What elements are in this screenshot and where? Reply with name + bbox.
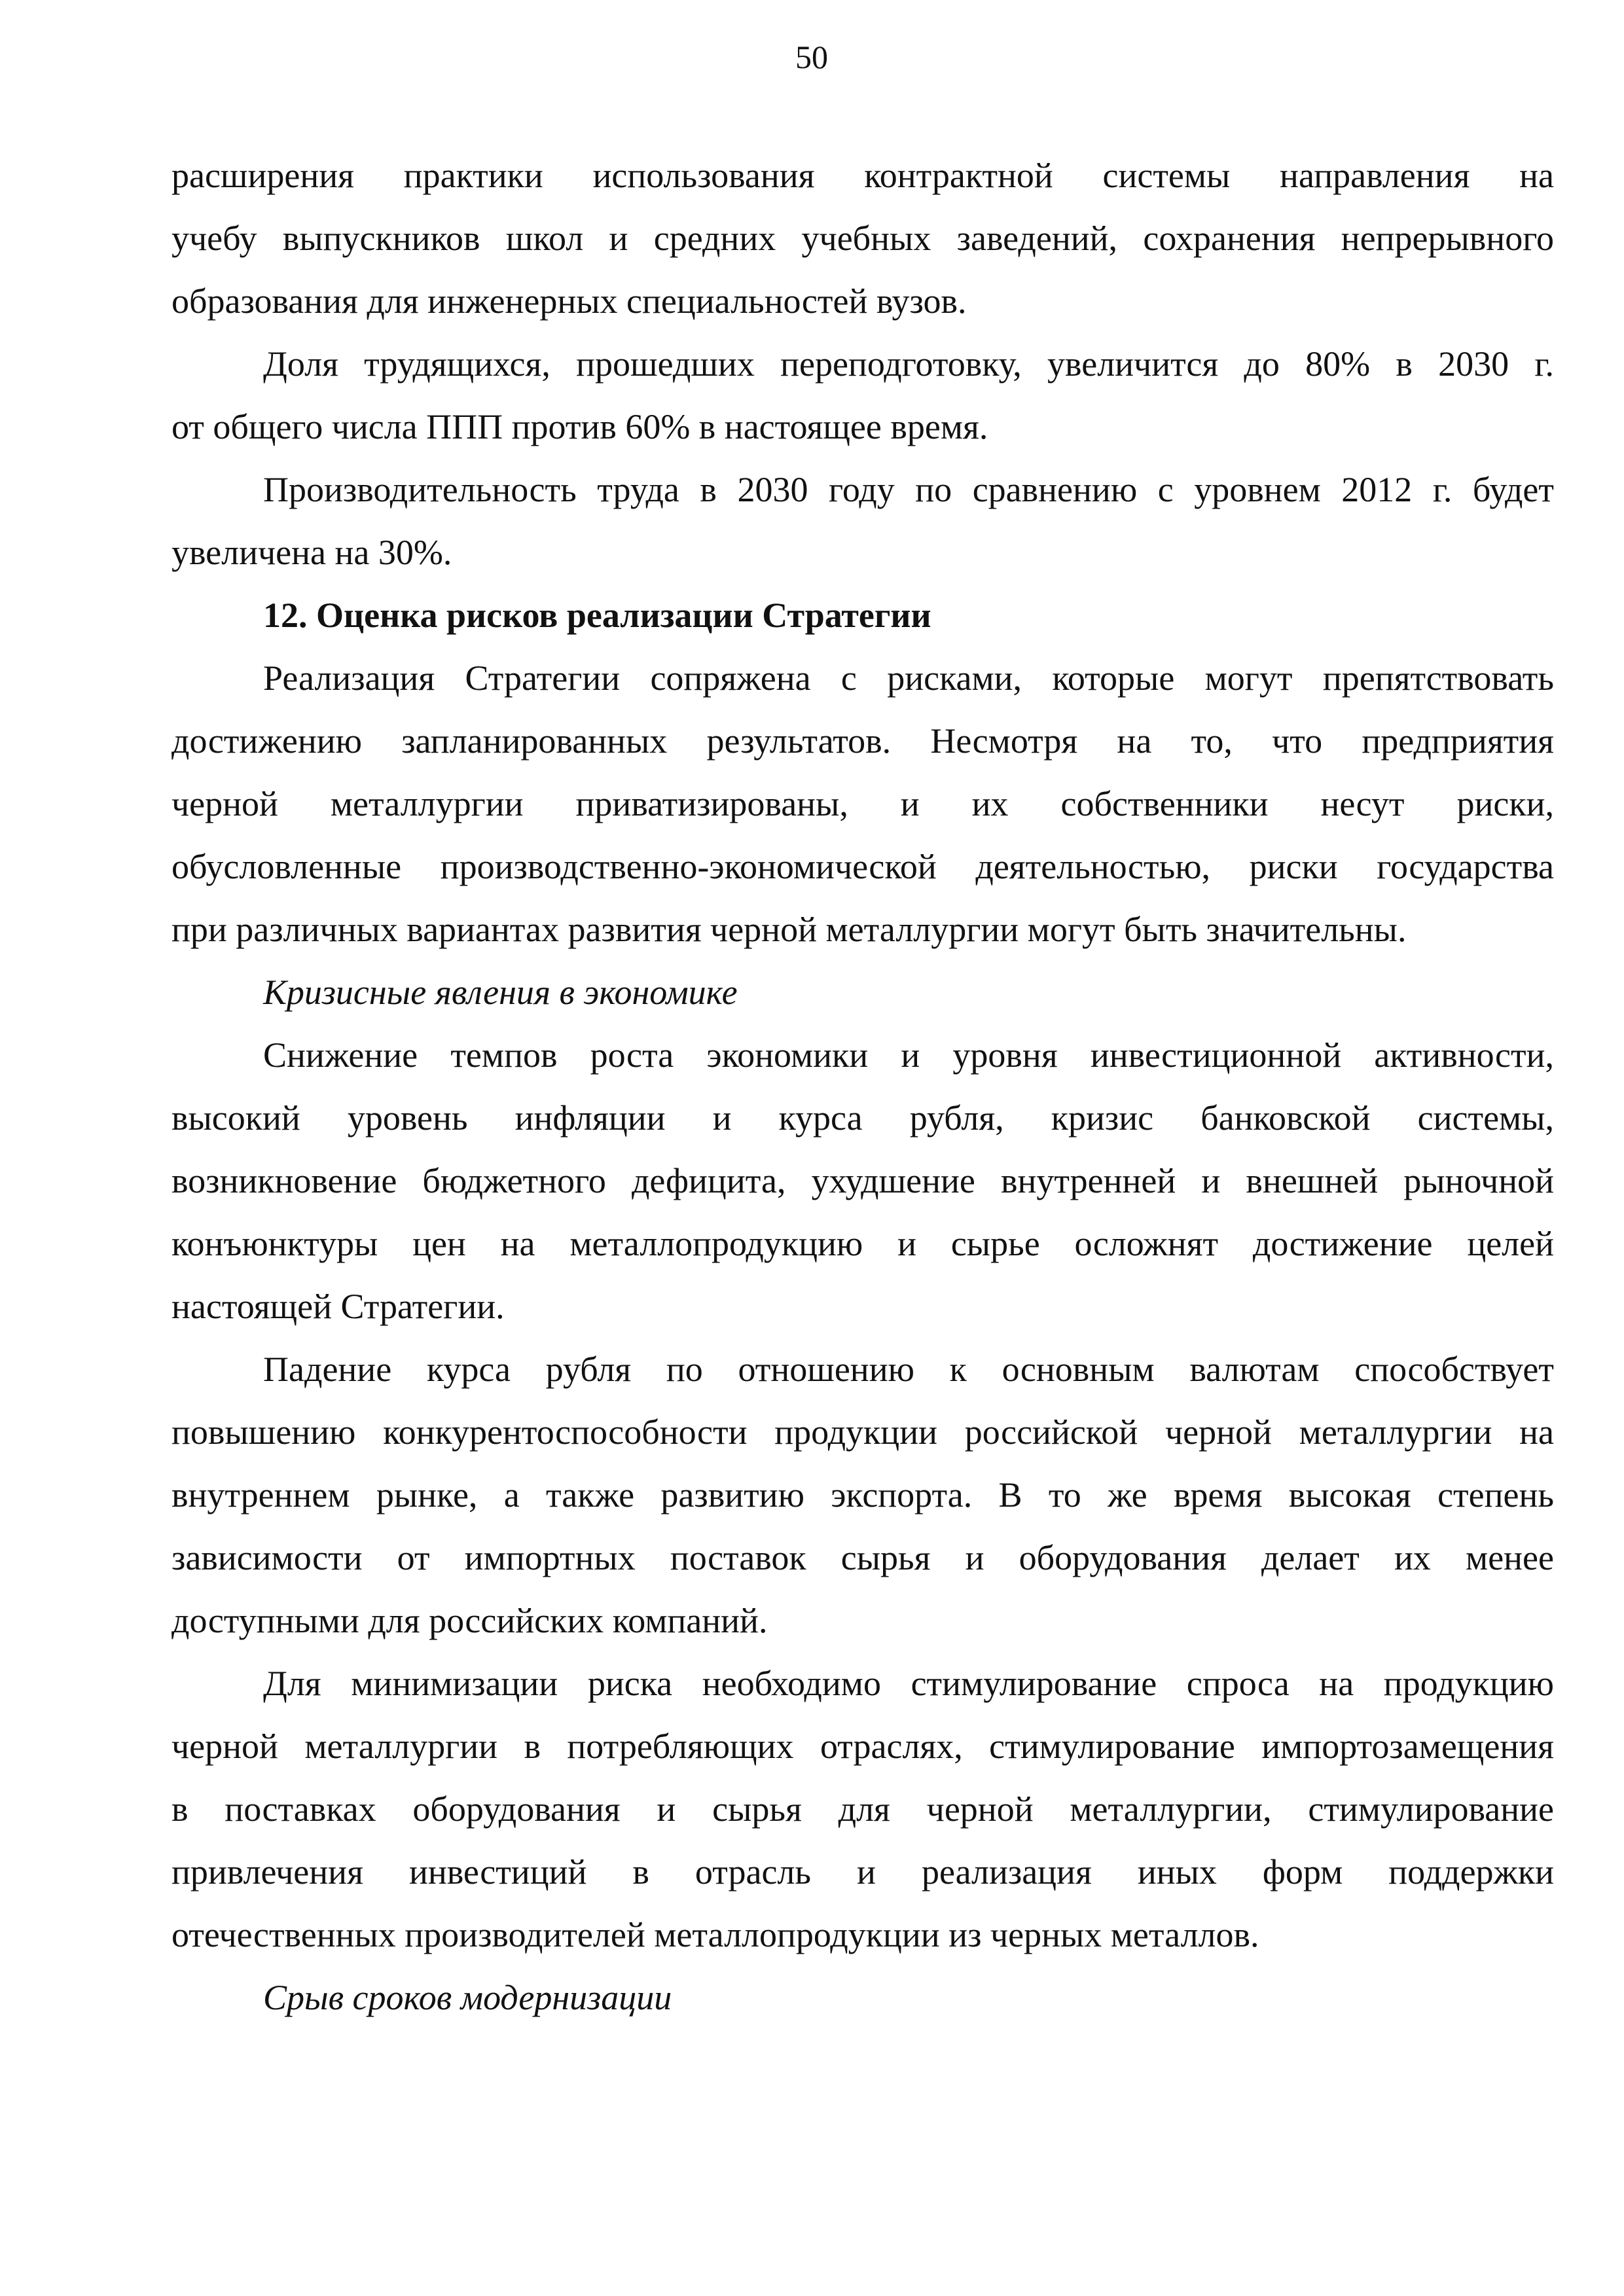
text-line: настоящей Стратегии. xyxy=(171,1287,505,1326)
subsection-heading: Кризисные явления в экономике xyxy=(263,973,738,1012)
text-line: при различных вариантах развития черной металлургии могут быть значительны. xyxy=(171,910,1407,949)
text-line: отечественных производителей металлопродукции из черных металлов. xyxy=(171,1915,1259,1954)
section-heading: 12. Оценка рисков реализации Стратегии xyxy=(263,596,931,635)
subsection-heading: Срыв сроков модернизации xyxy=(263,1978,672,2017)
text-line: Производительность труда в 2030 году по сравнению с уровнем 2012 г. будет xyxy=(263,470,1554,509)
text-line: повышению конкурентоспособности продукции российской черной металлургии на xyxy=(171,1412,1554,1452)
text-line: Доля трудящихся, прошедших переподготовку, увеличится до 80% в 2030 г. xyxy=(263,344,1554,384)
text-line: расширения практики использования контрактной системы направления на xyxy=(171,156,1554,195)
page-number: 50 xyxy=(795,39,828,75)
text-line: увеличена на 30%. xyxy=(171,533,452,572)
text-line: образования для инженерных специальностей вузов. xyxy=(171,281,967,321)
text-line: зависимости от импортных поставок сырья и оборудования делает их менее xyxy=(171,1538,1554,1577)
text-line: учебу выпускников школ и средних учебных заведений, сохранения непрерывного xyxy=(171,219,1554,258)
text-line: высокий уровень инфляции и курса рубля, кризис банковской системы, xyxy=(171,1098,1554,1138)
text-line: возникновение бюджетного дефицита, ухудшение внутренней и внешней рыночной xyxy=(171,1161,1554,1200)
text-line: доступными для российских компаний. xyxy=(171,1601,768,1640)
text-line: Снижение темпов роста экономики и уровня инвестиционной активности, xyxy=(263,1035,1554,1075)
text-line: привлечения инвестиций в отрасль и реализация иных форм поддержки xyxy=(171,1852,1554,1892)
text-line: обусловленные производственно-экономической деятельностью, риски государства xyxy=(171,847,1554,886)
text-line: достижению запланированных результатов. Несмотря на то, что предприятия xyxy=(171,721,1554,761)
text-line: черной металлургии в потребляющих отраслях, стимулирование импортозамещения xyxy=(171,1727,1554,1766)
text-line: Падение курса рубля по отношению к основным валютам способствует xyxy=(263,1350,1554,1389)
text-line: Для минимизации риска необходимо стимулирование спроса на продукцию xyxy=(263,1664,1554,1703)
text-line: в поставках оборудования и сырья для черной металлургии, стимулирование xyxy=(171,1789,1554,1829)
text-line: от общего числа ППП против 60% в настоящее время. xyxy=(171,407,988,446)
text-line: конъюнктуры цен на металлопродукцию и сырье осложнят достижение целей xyxy=(171,1224,1554,1263)
text-line: черной металлургии приватизированы, и их собственники несут риски, xyxy=(171,784,1554,823)
text-line: внутреннем рынке, а также развитию экспорта. В то же время высокая степень xyxy=(171,1475,1554,1515)
text-line: Реализация Стратегии сопряжена с рисками, которые могут препятствовать xyxy=(263,658,1554,698)
